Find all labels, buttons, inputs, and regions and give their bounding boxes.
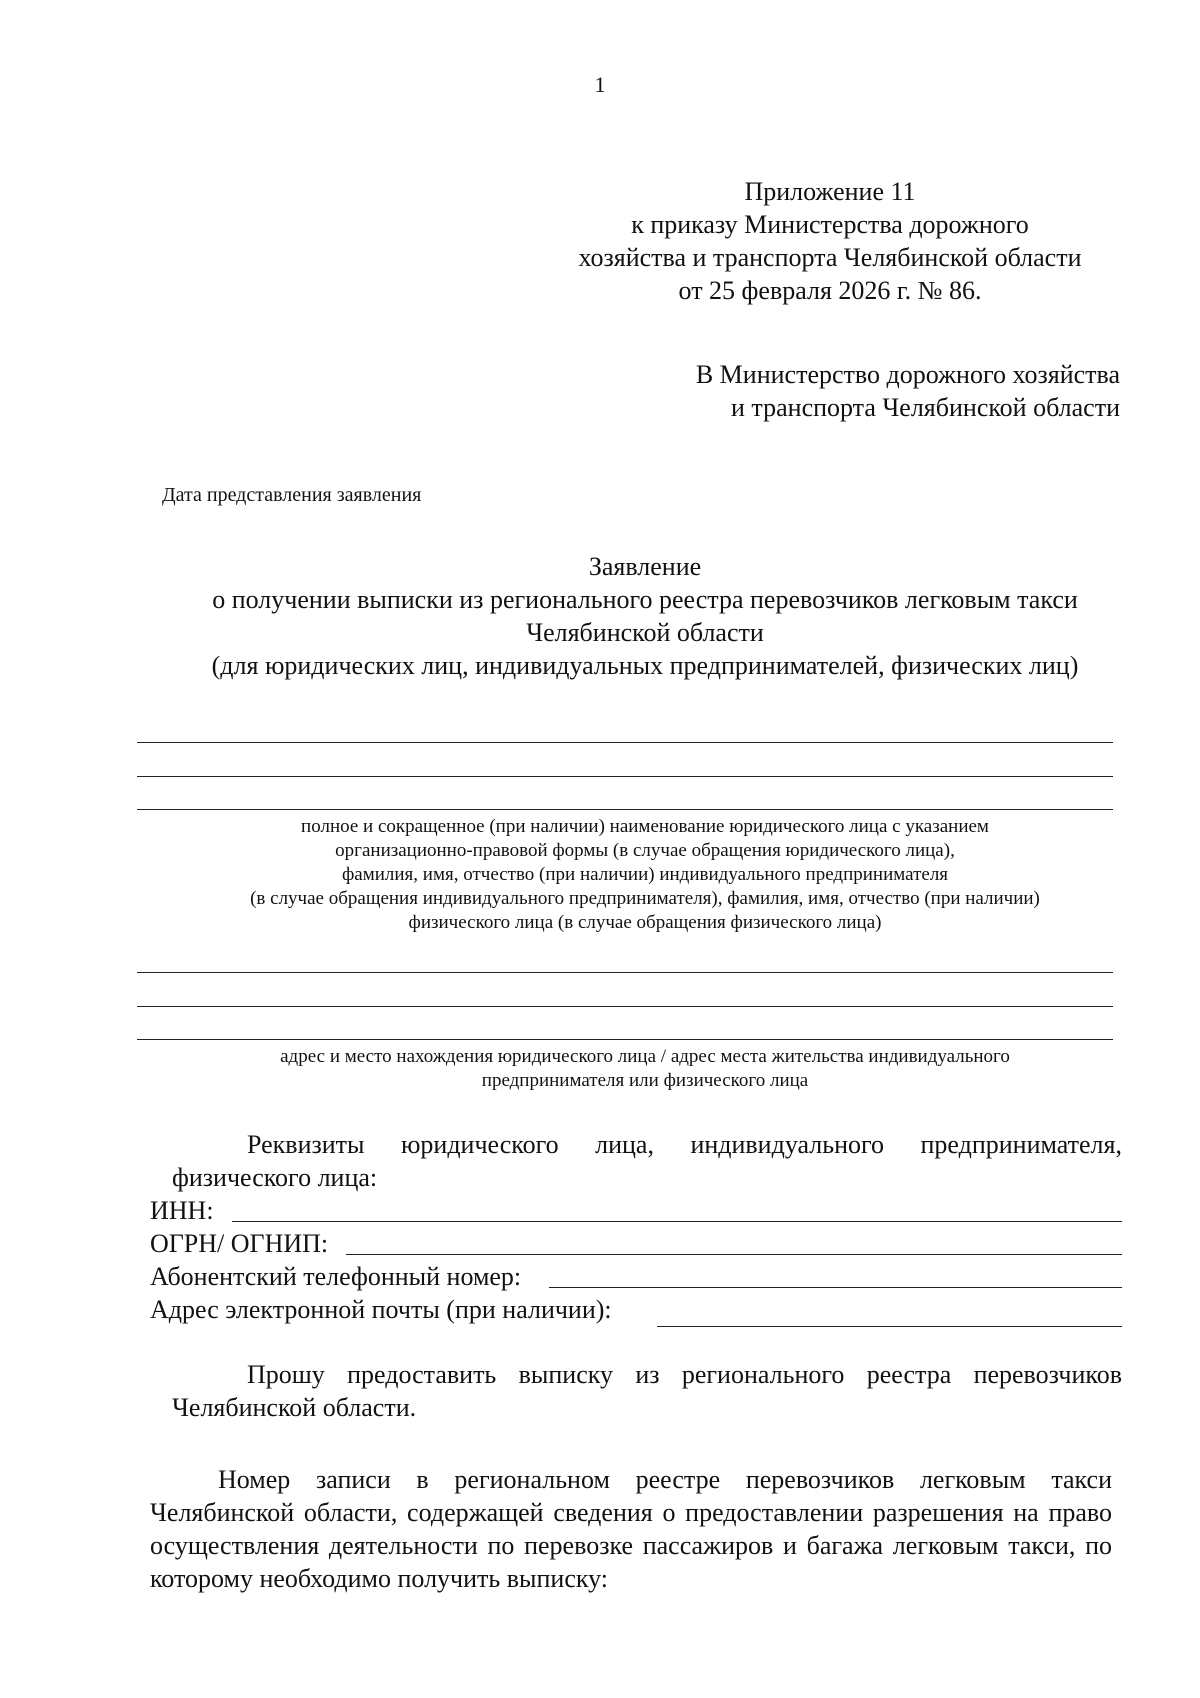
name-fill-line-3[interactable] (137, 809, 1113, 810)
phone-field[interactable] (549, 1287, 1122, 1288)
application-title (150, 550, 1140, 682)
email-label: Адрес электронной почты (при наличии): (150, 1295, 612, 1324)
name-caption-line-2: организационно-правовой формы (в случае обращения юридического лица), (335, 840, 955, 861)
name-fill-line-1[interactable] (137, 742, 1113, 743)
name-caption-line-4: (в случае обращения индивидуального предпринимателя), фамилия, имя, отчество (при наличии) (250, 888, 1040, 909)
inn-label: ИНН: (150, 1196, 214, 1225)
name-caption-line-5: физического лица (в случае обращения физического лица) (408, 912, 882, 933)
name-field-caption (150, 815, 1140, 935)
submission-date-label: Дата представления заявления (162, 484, 422, 506)
annex-ministry: хозяйства и транспорта Челябинской области (578, 243, 1082, 272)
address-caption-line-2: предпринимателя или физического лица (481, 1070, 809, 1091)
email-field[interactable] (657, 1326, 1122, 1327)
ogrn-row (150, 1226, 1122, 1259)
record-number-text: Номер записи в региональном реестре перевозчиков легковым такси Челябинской области, содержащей сведения о предоставлении разрешения на право осуществления деятельности по перевозке пассажиров и багажа легковым такси, по которому необходимо получить выписку: (150, 1465, 1112, 1593)
address-fill-line-1[interactable] (137, 972, 1113, 973)
recipient-block (600, 358, 1120, 424)
requisites-heading: Реквизиты юридического лица, индивидуального предпринимателя, физического лица: (172, 1130, 1122, 1192)
title-applicants: (для юридических лиц, индивидуальных предпринимателей, физических лиц) (211, 651, 1079, 680)
title-region: Челябинской области (526, 618, 764, 647)
recipient-line-1: В Министерство дорожного хозяйства (695, 360, 1120, 389)
address-fill-line-3[interactable] (137, 1039, 1113, 1040)
annex-block (540, 175, 1120, 307)
annex-title: Приложение 11 (744, 177, 916, 206)
title-heading: Заявление (588, 552, 702, 581)
address-caption-line-1: адрес и место нахождения юридического лица / адрес места жительства индивидуального (280, 1046, 1010, 1067)
annex-date-number: от 25 февраля 2026 г. № 86. (678, 276, 982, 305)
name-fill-line-2[interactable] (137, 776, 1113, 777)
name-caption-line-1: полное и сокращенное (при наличии) наименование юридического лица с указанием (301, 816, 989, 837)
recipient-line-2: и транспорта Челябинской области (731, 393, 1120, 422)
page-number: 1 (594, 72, 606, 97)
address-fill-line-2[interactable] (137, 1006, 1113, 1007)
email-row (150, 1292, 1122, 1325)
phone-row (150, 1259, 1122, 1292)
annex-order-ref: к приказу Министерства дорожного (631, 210, 1029, 239)
ogrn-field[interactable] (346, 1254, 1122, 1255)
inn-row (150, 1193, 1122, 1226)
request-text: Прошу предоставить выписку из регионального реестра перевозчиков Челябинской области. (172, 1360, 1122, 1422)
ogrn-label: ОГРН/ ОГНИП: (150, 1229, 329, 1258)
name-caption-line-3: фамилия, имя, отчество (при наличии) индивидуального предпринимателя (341, 864, 949, 885)
title-subject: о получении выписки из регионального реестра перевозчиков легковым такси (212, 585, 1078, 614)
phone-label: Абонентский телефонный номер: (150, 1262, 522, 1291)
inn-field[interactable] (232, 1221, 1122, 1222)
address-field-caption (150, 1045, 1140, 1093)
